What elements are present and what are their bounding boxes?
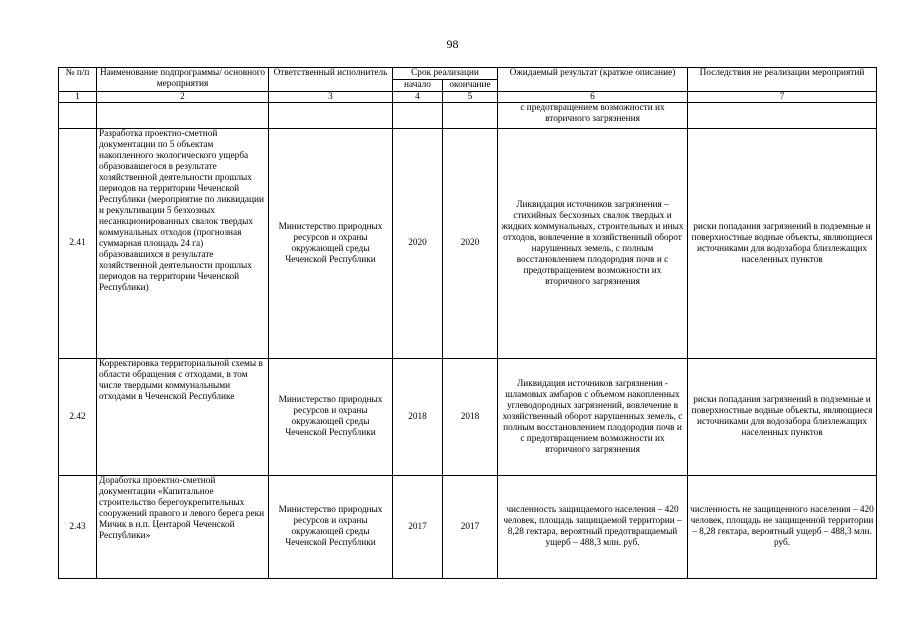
column-number: 3 xyxy=(269,92,393,103)
row-name: Корректировка территориальной схемы в области обращения с отходами, в том числе твердыми коммунальными отходами в Чеченской Республике xyxy=(97,359,269,476)
row-executor: Министерство природных ресурсов и охраны окружающей среды Чеченской Республики xyxy=(269,359,393,476)
column-number: 7 xyxy=(688,92,877,103)
column-number-row xyxy=(59,92,877,103)
row-num: 2.42 xyxy=(59,359,97,476)
row-result: Ликвидация источников загрязнения - шламовых амбаров с объемом накопленных углеводородных загрязнений, вовлечение в хозяйственный оборот нарушенных земель, с полным восстановлением плодородия почв и с предотвращением возможности их вторичного загрязнения xyxy=(498,359,688,476)
table-row xyxy=(59,359,877,476)
header-result: Ожидаемый результат (краткое описание) xyxy=(498,68,688,92)
continuation-row xyxy=(59,103,877,129)
row-result: Ликвидация источников загрязнения – стихийных бесхозных свалок твердых и жидких коммунальных, строительных и иных отходов, вовлечение в хозяйственный оборот нарушенных земель, с полным восстановлением плодородия почв и с предотвращением возможности их вторичного загрязнения xyxy=(498,129,688,359)
row-num: 2.41 xyxy=(59,129,97,359)
header-name: Наименование подпрограммы/ основного мероприятия xyxy=(97,68,269,92)
row-end: 2018 xyxy=(443,359,498,476)
continuation-result: с предотвращением возможности их вторичного загрязнения xyxy=(498,103,688,129)
table-row xyxy=(59,476,877,579)
row-num: 2.43 xyxy=(59,476,97,579)
row-consequence: риски попадания загрязнений в подземные и поверхностные водные объекты, являющиеся источниками для водозабора близлежащих населенных пунктов xyxy=(688,129,877,359)
row-start: 2018 xyxy=(393,359,443,476)
row-name: Доработка проектно-сметной документации «Капитальное строительство берегоукрепительных сооружений правого и левого берега реки Мичик в н.п. Центарой Чеченской Республики» xyxy=(97,476,269,579)
column-number: 2 xyxy=(97,92,269,103)
header-executor: Ответственный исполнитель xyxy=(269,68,393,92)
row-name: Разработка проектно-сметной документации по 5 объектам накопленного экологического ущерба образовавшегося в результате хозяйственной деятельности прошлых периодов на территории Чеченской Республики (мероприятие по ликвидации и рекультивации 5 безхозных несанкционированных свалок твердых коммунальных отходов (прогнозная суммарная площадь 24 га) образовавшихся в результате хозяйственной деятельности прошлых периодов на территории Чеченской Республики) xyxy=(97,129,269,359)
page-number: 98 xyxy=(446,37,459,51)
header-term: Срок реализации xyxy=(393,68,498,80)
table-row xyxy=(59,129,877,359)
column-number: 1 xyxy=(59,92,97,103)
header-end: окончание xyxy=(443,80,498,92)
row-consequence: численность не защищенного населения – 420 человек, площадь не защищенной территории – 8,28 гектара, вероятный ущерб – 488,3 млн. руб. xyxy=(688,476,877,579)
column-number: 5 xyxy=(443,92,498,103)
row-start: 2020 xyxy=(393,129,443,359)
row-result: численность защищаемого населения – 420 человек, площадь защищаемой территории – 8,28 гектара, вероятный предотвращаемый ущерб – 488,3 млн. руб. xyxy=(498,476,688,579)
row-end: 2020 xyxy=(443,129,498,359)
column-number: 6 xyxy=(498,92,688,103)
table-header-row xyxy=(59,68,877,80)
column-number: 4 xyxy=(393,92,443,103)
measures-table xyxy=(58,67,877,579)
row-end: 2017 xyxy=(443,476,498,579)
header-consequence: Последствия не реализации мероприятий xyxy=(688,68,877,92)
row-start: 2017 xyxy=(393,476,443,579)
row-executor: Министерство природных ресурсов и охраны окружающей среды Чеченской Республики xyxy=(269,476,393,579)
row-executor: Министерство природных ресурсов и охраны окружающей среды Чеченской Республики xyxy=(269,129,393,359)
header-num: № п/п xyxy=(59,68,97,92)
header-start: начало xyxy=(393,80,443,92)
row-consequence: риски попадания загрязнений в подземные и поверхностные водные объекты, являющиеся источниками для водозабора близлежащих населенных пунктов xyxy=(688,359,877,476)
